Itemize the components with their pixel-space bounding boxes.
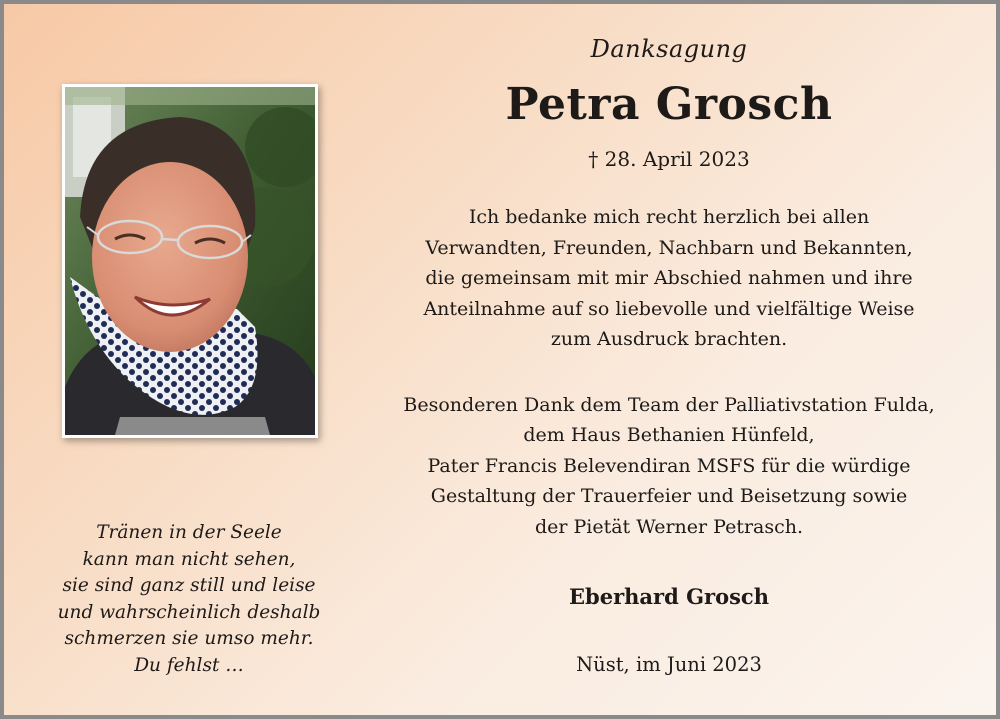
place-date: Nüst, im Juni 2023 (576, 653, 762, 676)
special-thanks-line: Pater Francis Belevendiran MSFS für die würdige (427, 454, 911, 477)
portrait-image (65, 87, 315, 435)
death-date: † 28. April 2023 (588, 147, 750, 171)
notice-text (344, 32, 994, 680)
poem-line: kann man nicht sehen, (82, 548, 296, 570)
special-thanks-line: der Pietät Werner Petrasch. (534, 515, 804, 538)
signer-name: Eberhard Grosch (569, 584, 769, 609)
thanks-line: Ich bedanke mich recht herzlich bei allen (468, 206, 870, 228)
poem-line: Tränen in der Seele (96, 522, 282, 543)
poem-line: sie sind ganz still und leise (62, 575, 316, 596)
thanks-line: die gemeinsam mit mir Abschied nahmen und ihre (425, 267, 913, 289)
poem (24, 520, 354, 679)
thanks-line: Verwandten, Freunden, Nachbarn und Bekannten, (425, 236, 913, 259)
portrait-photo (62, 84, 318, 438)
poem-line: Du fehlst … (134, 654, 244, 676)
thanks-line: Anteilnahme auf so liebevolle und vielfältige Weise (423, 297, 915, 320)
special-thanks-line: Besonderen Dank dem Team der Palliativstation Fulda, (403, 393, 935, 416)
thanks-paragraph (344, 202, 994, 355)
poem-line: und wahrscheinlich deshalb (57, 601, 321, 623)
special-thanks-line: Gestaltung der Trauerfeier und Beisetzung sowie (430, 485, 908, 507)
special-thanks-paragraph (344, 390, 994, 543)
deceased-name: Petra Grosch (505, 79, 833, 130)
thanks-line: zum Ausdruck brachten. (550, 328, 788, 350)
special-thanks-line: dem Haus Bethanien Hünfeld, (523, 424, 815, 446)
notice-heading: Danksagung (590, 35, 748, 63)
poem-line: schmerzen sie umso mehr. (64, 628, 314, 649)
